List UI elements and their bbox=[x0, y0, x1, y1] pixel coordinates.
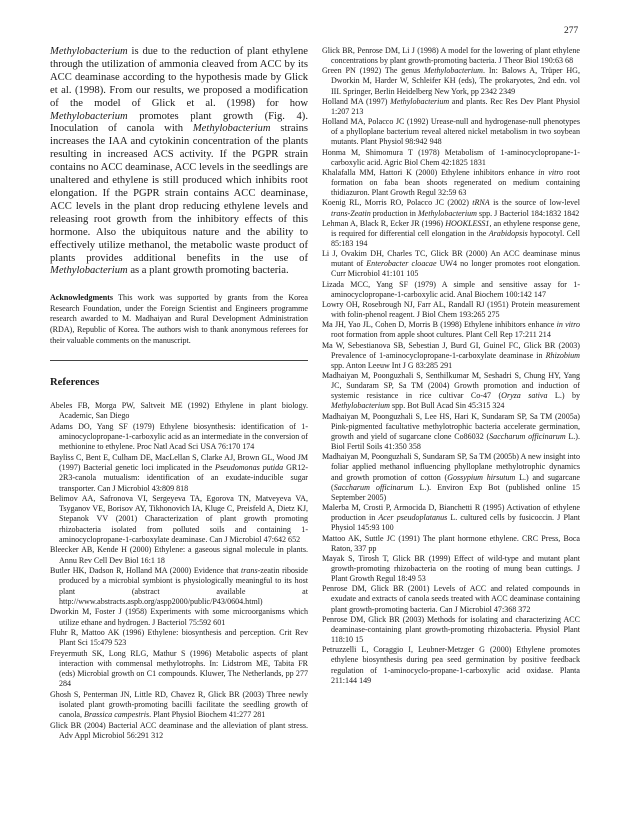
reference-item: Lehman A, Black R, Ecker JR (1996) HOOKLESS1, an ethylene response gene, is required for differential cell elongation in the Arabidopsis hypocotyl. Cell 85:183 194 bbox=[322, 218, 580, 248]
reference-item: Mayak S, Tirosh T, Glick BR (1999) Effect of wild-type and mutant plant growth-promoting rhizobacteria on the rooting of mung bean cuttings. J Plant Growth Regul 18:49 53 bbox=[322, 553, 580, 584]
reference-item: Abeles FB, Morga PW, Saltveit ME (1992) Ethylene in plant biology. Academic, San Diego bbox=[50, 401, 308, 421]
reference-item: Ghosh S, Penterman JN, Little RD, Chavez R, Glick BR (2003) Three newly isolated plant growth-promoting bacilli facilitate the seedling growth of canola, Brassica campestris. Plant Physiol Biochem 41:277 281 bbox=[50, 689, 308, 720]
reference-item: Freyermuth SK, Long RLG, Mathur S (1996) Metabolic aspects of plant interaction with commensal methylotrophs. In: Lidstrom ME, Tabita FR (eds) Microbial growth on C1 compounds. Kluwer, The Netherlands, pp 277 284 bbox=[50, 648, 308, 689]
reference-item: Honma M, Shimomura T (1978) Metabolism of 1-aminocyclopropane-1-carboxylic acid. Agric Biol Chem 42:1825 1831 bbox=[322, 147, 580, 167]
reference-item: Glick BR, Penrose DM, Li J (1998) A model for the lowering of plant ethylene concentrations by plant growth-promoting bacteria. J Theor Biol 190:63 68 bbox=[322, 46, 580, 66]
reference-item: Ma JH, Yao JL, Cohen D, Morris B (1998) Ethylene inhibitors enhance in vitro root formation from apple shoot cultures. Plant Cell Rep 17:211 214 bbox=[322, 320, 581, 340]
reference-item: Lizada MCC, Yang SF (1979) A simple and sensitive assay for 1-aminocyclopropane-1-carboxylic acid. Anal Biochem 100:142 147 bbox=[322, 279, 580, 299]
left-column bbox=[50, 46, 308, 741]
reference-item: Ma W, Sebestianova SB, Sebestian J, Burd GI, Guinel FC, Glick BR (2003) Prevalence of 1-aminocyclopropane-1-carboxylate deaminase in Rhizobium spp. Anton Leeuw Int J G 83:285 291 bbox=[322, 340, 580, 370]
reference-item: Adams DO, Yang SF (1979) Ethylene biosynthesis: identification of 1-aminocyclopropane-1-carboxylic acid as an intermediate in the conversion of methionine to ethylene. Proc Natl Acad Sci USA 76:170 174 bbox=[50, 421, 308, 452]
reference-item: Green PN (1992) The genus Methylobacterium. In: Balows A, Trüper HG, Dworkin M, Harder W, Schleifer KH (eds), The prokaryotes, 2nd edn. vol III. Springer, Berlin Heidelberg New York, pp 2342 2349 bbox=[322, 66, 580, 96]
reference-item: Malerba M, Crosti P, Armocida D, Bianchetti R (1995) Activation of ethylene production in Acer pseudoplatanus L. cultured cells by fusicoccin. J Plant Physiol 145:93 100 bbox=[322, 503, 580, 533]
reference-item: Holland MA (1997) Methylobacterium and plants. Rec Res Dev Plant Physiol 1:207 213 bbox=[322, 96, 580, 116]
body-paragraph: Methylobacterium is due to the reduction of plant ethylene through the utilization of ammonia cleaved from ACC by its ACC deaminase according to the hypothesis made by Glick et al. (1998). From our results, we proposed a modification of the model of Glick et al. (1998) for how Methylobacterium promotes plant growth (Fig. 4). Inoculation of canola with Methylobacterium strains increases the IAA and cytokinin concentration of the plants resulting in increased ACS activity. If the PGPR strain contains no ACC deaminase, ACC levels in the seedlings are unaltered and ethylene is still produced which inhibits root elongation. If the PGPR strain contains ACC deaminase, ACC levels in the plant drop reducing ethylene levels and releasing root growth from the inhibitory effects of this hormone. Also the ubiquitous nature and the ability to effectively utilize methanol, the metabolic waste product of plants provides additional benefits in the use of Methylobacterium as a plant growth promoting bacteria. bbox=[50, 46, 308, 277]
reference-item: Penrose DM, Glick BR (2001) Levels of ACC and related compounds in exudate and extracts of canola seeds treated with ACC deaminase containing plant growth-promoting bacteria. Can J Microbiol 47:368 372 bbox=[322, 584, 580, 614]
reference-item: Mattoo AK, Suttle JC (1991) The plant hormone ethylene. CRC Press, Boca Raton, 337 pp bbox=[322, 533, 580, 553]
reference-item: Holland MA, Polacco JC (1992) Urease-null and hydrogenase-null phenotypes of a phylloplane bacterium reveal altered nickel metabolism in two soybean mutants. Plant Physiol 98:942 948 bbox=[322, 117, 580, 147]
acknowledgments-text: This work was supported by grants from the Korea Research Foundation, under the Foreign Scientist and Engineers programme research awarded to M. Madhaiyan and Rural Development Administration (RDA), Republic of Korea. The authors wish to thank anonymous referees for their valuable comments on the manuscript. bbox=[50, 293, 308, 345]
reference-item: Belimov AA, Safronova VI, Sergeyeva TA, Egorova TN, Matveyeva VA, Tsyganov VE, Borisov AY, Tikhonovich IA, Kluge C, Preisfeld A, Dietz KJ, Stepanok VV (2001) Characterization of plant growth promoting rhizobacteria isolated from polluted soils and containing 1-aminocyclopropane-1-carboxylate deaminase. Can J Microbiol 47:642 652 bbox=[50, 493, 308, 545]
reference-item: Dworkin M, Foster J (1958) Experiments with some microorganisms which utilize ethane and hydrogen. J Bacteriol 75:592 601 bbox=[50, 607, 308, 627]
reference-item: Madhaiyan M, Poonguzhali S, Senthilkumar M, Seshadri S, Chung HY, Yang JC, Sundaram SP, Sa TM (2004) Growth promotion and induction of systemic resistance in rice cultivar Co-47 (Oryza sativa L.) by Methylobacterium spp. Bot Bull Acad Sin 45:315 324 bbox=[322, 371, 580, 411]
acknowledgments-heading: Acknowledgments bbox=[50, 293, 114, 303]
reference-item: Koenig RL, Morris RO, Polacco JC (2002) tRNA is the source of low-level trans-Zeatin production in Methylobacterium spp. J Bacteriol 184:1832 1842 bbox=[322, 198, 580, 218]
section-divider bbox=[50, 360, 308, 361]
reference-item: Madhaiyan M, Poonguzhali S, Sundaram SP, Sa TM (2005b) A new insight into foliar applied methanol influencing phylloplane methylotrophic dynamics and growth promotion of cotton (Gossypium hirsutum L.) and sugarcane (Saccharum officinarum L.). Environ Exp Bot (published online 15 September 2005) bbox=[322, 452, 580, 502]
references-heading: References bbox=[50, 377, 100, 389]
reference-item: Bayliss C, Bent E, Culham DE, MacLellan S, Clarke AJ, Brown GL, Wood JM (1997) Bacterial genetic loci implicated in the Pseudomonas putida GR12-2R3-canola mutualism: identification of an exudate-inducible sugar transporter. Can J Microbiol 43:809 818 bbox=[50, 452, 308, 493]
page-number: 277 bbox=[564, 26, 579, 36]
reference-item: Butler HK, Dadson R, Holland MA (2000) Evidence that trans-zeatin riboside produced by a microbial symbiont is physiologically meaningful to its host plant (abstract available at http://www.abstracts.aspb.org/aspp2000/public/P43/0604.html) bbox=[50, 566, 309, 606]
right-column bbox=[322, 46, 580, 686]
reference-item: Madhaiyan M, Poonguzhali S, Lee HS, Hari K, Sundaram SP, Sa TM (2005a) Pink-pigmented facultative methylotrophic bacteria accelerate germination, growth and yield of sugarcane clone Co86032 (Saccharum officinarum L.). Biol Fertil Soils 41:350 358 bbox=[322, 411, 580, 452]
acknowledgments bbox=[50, 293, 308, 346]
reference-item: Lowry OH, Rosebrough NJ, Farr AL, Randall RJ (1951) Protein measurement with folin-phenol reagent. J Biol Chem 193:265 275 bbox=[322, 299, 580, 320]
reference-item: Li J, Ovakim DH, Charles TC, Glick BR (2000) An ACC deaminase minus mutant of Enterobacter cloacae UW4 no longer promotes root elongation. Curr Microbiol 41:101 105 bbox=[322, 249, 581, 279]
references-list-right bbox=[322, 46, 580, 686]
reference-item: Khalafalla MM, Hattori K (2000) Ethylene inhibitors enhance in vitro root formation on faba bean shoots regenerated on medium containing thidiazuron. Plant Growth Regul 32:59 63 bbox=[322, 167, 580, 198]
reference-item: Penrose DM, Glick BR (2003) Methods for isolating and characterizing ACC deaminase-containing plant growth-promoting rhizobacteria. Physiol Plant 118:10 15 bbox=[322, 614, 580, 645]
reference-item: Petruzzelli L, Coraggio I, Leubner-Metzger G (2000) Ethylene promotes ethylene biosynthesis during pea seed germination by positive feedback regulation of 1-aminocyclo-propane-1-carboxylic acid oxidase. Planta 211:144 149 bbox=[322, 645, 580, 685]
reference-item: Fluhr R, Mattoo AK (1996) Ethylene: biosynthesis and perception. Crit Rev Plant Sci 15:479 523 bbox=[50, 627, 308, 648]
reference-item: Bleecker AB, Kende H (2000) Ethylene: a gaseous signal molecule in plants. Annu Rev Cell Dev Biol 16:1 18 bbox=[50, 545, 308, 565]
reference-item: Glick BR (2004) Bacterial ACC deaminase and the alleviation of plant stress. Adv Appl Microbiol 56:291 312 bbox=[50, 720, 308, 741]
references-list-left bbox=[50, 401, 308, 741]
